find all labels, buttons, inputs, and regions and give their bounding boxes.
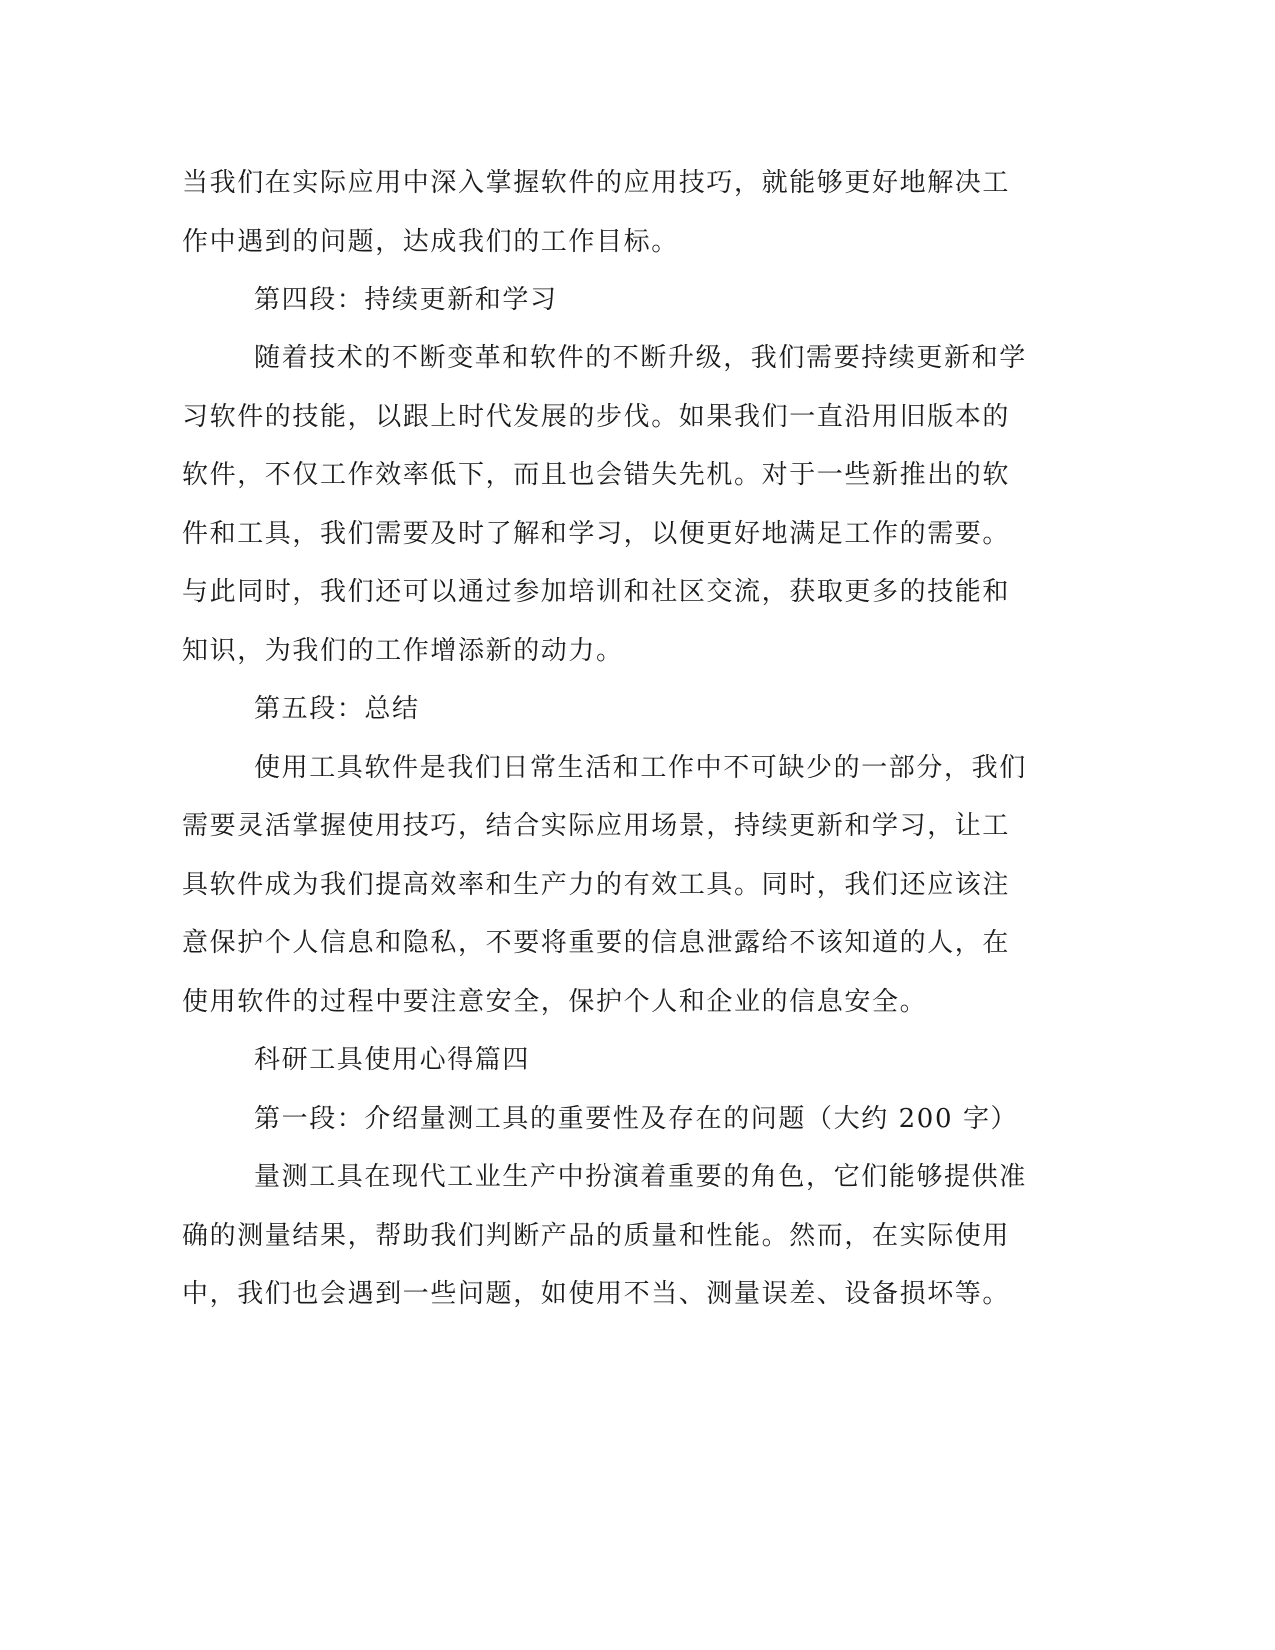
paragraph-line: 确的测量结果，帮助我们判断产品的质量和性能。然而，在实际使用	[182, 1221, 1011, 1251]
paragraph-line: 软件，不仅工作效率低下，而且也会错失先机。对于一些新推出的软	[182, 460, 1011, 490]
paragraph-line: 使用工具软件是我们日常生活和工作中不可缺少的一部分，我们	[254, 753, 1027, 783]
paragraph-line: 使用软件的过程中要注意安全，保护个人和企业的信息安全。	[182, 987, 928, 1017]
paragraph-line: 具软件成为我们提高效率和生产力的有效工具。同时，我们还应该注	[182, 870, 1011, 900]
paragraph-line: 中，我们也会遇到一些问题，如使用不当、测量误差、设备损坏等。	[182, 1279, 1011, 1309]
paragraph-line: 量测工具在现代工业生产中扮演着重要的角色，它们能够提供准	[254, 1162, 1027, 1192]
paragraph-line: 习软件的技能，以跟上时代发展的步伐。如果我们一直沿用旧版本的	[182, 402, 1011, 432]
paragraph-line: 当我们在实际应用中深入掌握软件的应用技巧，就能够更好地解决工	[182, 168, 1011, 198]
section-heading-1: 第一段：介绍量测工具的重要性及存在的问题（大约 200 字）	[254, 1104, 1019, 1134]
paragraph-line: 需要灵活掌握使用技巧，结合实际应用场景，持续更新和学习，让工	[182, 811, 1011, 841]
paragraph-line: 意保护个人信息和隐私，不要将重要的信息泄露给不该知道的人，在	[182, 928, 1011, 958]
paragraph-line: 知识，为我们的工作增添新的动力。	[182, 636, 624, 666]
section-title: 科研工具使用心得篇四	[254, 1045, 531, 1075]
section-heading-5: 第五段：总结	[254, 694, 420, 724]
section-heading-4: 第四段：持续更新和学习	[254, 285, 558, 315]
paragraph-line: 作中遇到的问题，达成我们的工作目标。	[182, 227, 679, 257]
paragraph-line: 随着技术的不断变革和软件的不断升级，我们需要持续更新和学	[254, 343, 1027, 373]
paragraph-line: 件和工具，我们需要及时了解和学习，以便更好地满足工作的需要。	[182, 519, 1011, 549]
paragraph-line: 与此同时，我们还可以通过参加培训和社区交流，获取更多的技能和	[182, 577, 1011, 607]
